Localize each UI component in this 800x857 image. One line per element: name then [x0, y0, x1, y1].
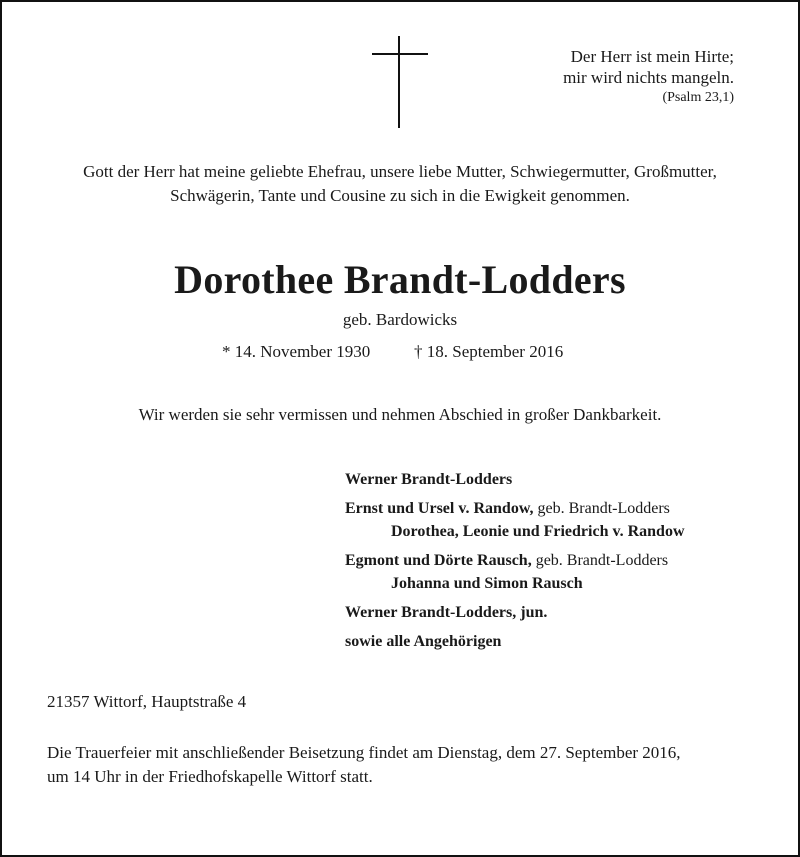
mourner-1: Werner Brandt-Lodders: [345, 471, 513, 488]
mourner-2-children: Dorothea, Leonie und Friedrich v. Randow: [391, 523, 685, 540]
intro-line-2: Schwägerin, Tante und Cousine zu sich in die Ewigkeit genommen.: [170, 186, 630, 205]
mourner-3: [345, 549, 685, 595]
mourner-5: sowie alle Angehörigen: [345, 633, 502, 650]
family-address: 21357 Wittorf, Hauptstraße 4: [47, 692, 247, 711]
farewell-text: Wir werden sie sehr vermissen und nehmen Abschied in großer Dankbarkeit.: [138, 405, 662, 424]
mourners-list: [345, 468, 685, 659]
mourner-2-name: Ernst und Ursel v. Randow,: [345, 500, 534, 517]
mourner-3-name: Egmont und Dörte Rausch,: [345, 552, 532, 569]
birth-date: * 14. November 1930: [222, 342, 371, 361]
mourner-3-note: geb. Brandt-Lodders: [531, 552, 669, 569]
psalm-quote: [563, 46, 734, 108]
deceased-name: Dorothee Brandt-Lodders: [174, 257, 626, 302]
service-info: [47, 741, 681, 789]
intro-line-1: Gott der Herr hat meine geliebte Ehefrau, unsere liebe Mutter, Schwiegermutter, Großmutter,: [83, 162, 717, 181]
intro-text: [0, 160, 800, 208]
service-line-1: Die Trauerfeier mit anschließender Beisetzung findet am Dienstag, dem 27. September 2016,: [47, 743, 681, 762]
mourner-2-note: geb. Brandt-Lodders: [533, 500, 670, 517]
service-line-2: um 14 Uhr in der Friedhofskapelle Wittorf statt.: [47, 767, 373, 786]
mourner-3-children: Johanna und Simon Rausch: [391, 575, 583, 592]
mourner-4: Werner Brandt-Lodders, jun.: [345, 604, 548, 621]
psalm-reference: (Psalm 23,1): [662, 90, 734, 105]
death-date: † 18. September 2016: [414, 342, 564, 361]
psalm-line-1: Der Herr ist mein Hirte;: [570, 47, 734, 66]
psalm-line-2: mir wird nichts mangeln.: [563, 68, 734, 87]
birth-name: geb. Bardowicks: [342, 310, 458, 329]
cross-icon: [372, 36, 428, 128]
mourner-2: [345, 497, 685, 543]
